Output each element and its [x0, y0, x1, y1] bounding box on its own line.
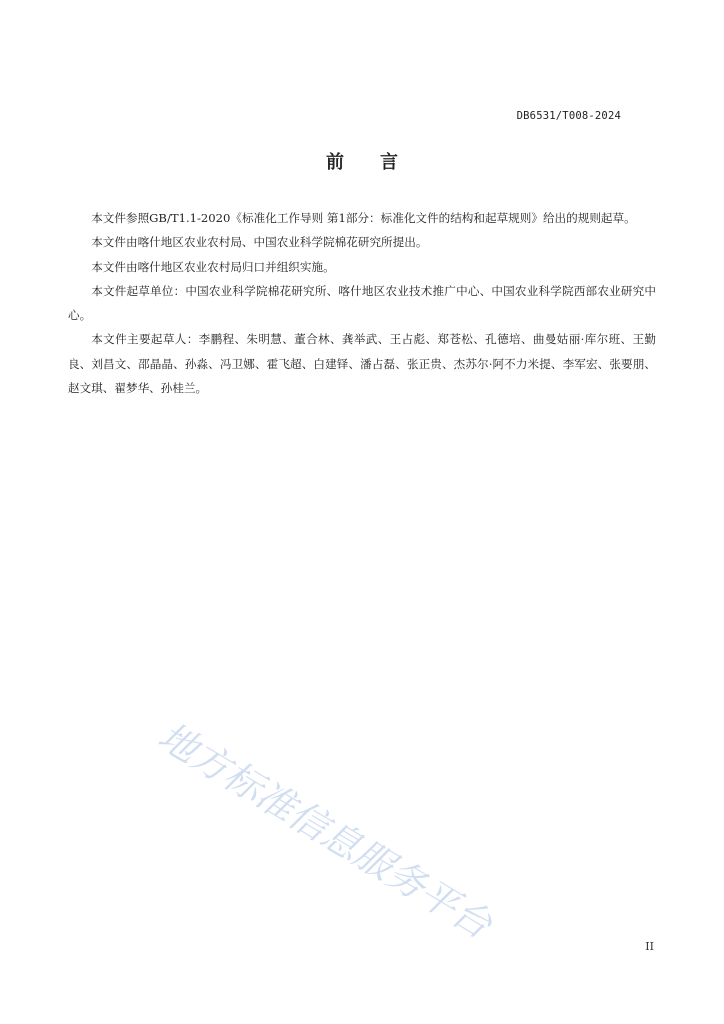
paragraph-drafters: 本文件主要起草人：李鹏程、朱明慧、董合林、龚举武、王占彪、郑苍松、孔德培、曲曼姑丽·库尔班、王勤良、刘昌文、邵晶晶、孙淼、冯卫娜、霍飞超、白建铎、潘占磊、张正贵、杰苏尔·阿不力米提、李军宏、张要朋、赵文琪、翟梦华、孙桂兰。: [68, 332, 656, 396]
page-title: [0, 148, 724, 174]
title-char-2: 言: [380, 152, 398, 173]
watermark: 地方标准信息服务平台: [150, 713, 500, 948]
foreword-body: [68, 206, 656, 400]
paragraph-proposer: 本文件由喀什地区农业农村局、中国农业科学院棉花研究所提出。: [91, 235, 428, 250]
paragraph-drafting-units: 本文件起草单位：中国农业科学院棉花研究所、喀什地区农业技术推广中心、中国农业科学院西部农业研究中心。: [68, 283, 656, 323]
paragraph-administrator: 本文件由喀什地区农业农村局归口并组织实施。: [91, 259, 335, 274]
document-code: DB6531/T008-2024: [516, 110, 621, 122]
page-number: II: [645, 940, 654, 953]
paragraph-reference-standard: 本文件参照GB/T1.1-2020《标准化工作导则 第1部分：标准化文件的结构和起草规则》给出的规则起草。: [91, 211, 636, 225]
title-char-1: 前: [326, 152, 344, 173]
